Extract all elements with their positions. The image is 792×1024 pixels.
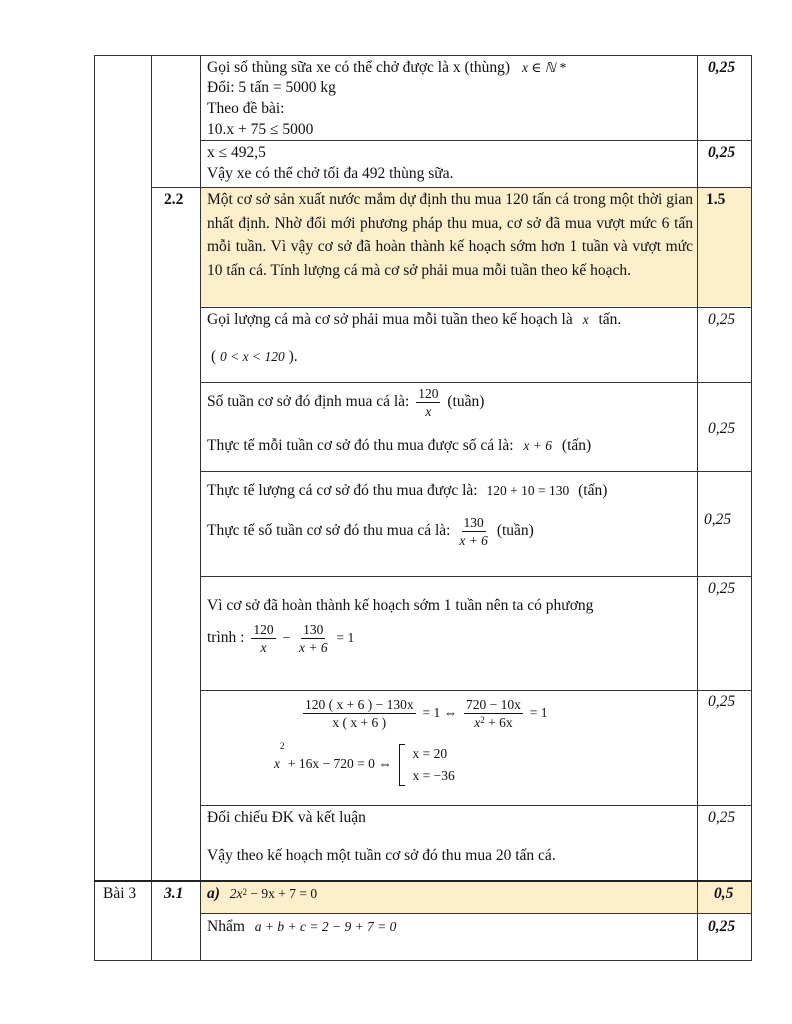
step1-var: x	[582, 312, 589, 327]
step3-unit2: (tuần)	[496, 522, 534, 540]
step1-text: Gọi lượng cá mà cơ sở phải mua mỗi tuần theo kế hoạch là	[207, 311, 573, 328]
step2-score: 0,25	[708, 420, 736, 437]
step3-frac-den: x + 6	[459, 533, 488, 548]
step5-line2	[274, 743, 455, 787]
step3-frac-num: 130	[463, 515, 484, 530]
grid-line	[200, 471, 752, 472]
step3-expr: 120 + 10 = 130	[486, 483, 570, 498]
step4-prefix: trình :	[207, 629, 245, 647]
step2-frac-den: x	[425, 404, 432, 419]
row1-text: Gọi số thùng sữa xe có thể chở được là x (thùng)	[207, 59, 511, 76]
bai3-label: Bài 3	[103, 885, 137, 902]
grid-line	[94, 960, 752, 961]
step2-fraction	[416, 385, 440, 420]
step2-line1	[207, 385, 484, 420]
bai3-eq-exp: 2	[242, 887, 248, 897]
grid-line	[151, 55, 152, 961]
step3-line1	[207, 481, 607, 501]
bai3-score: 0,5	[714, 885, 734, 902]
problem-number: 2.2	[164, 191, 184, 208]
grid-line	[200, 913, 752, 914]
step3-fraction	[457, 514, 490, 549]
grid-line	[94, 55, 95, 961]
step5-mid: = 1 ⇔	[422, 705, 458, 721]
step1-unit: tấn.	[598, 311, 622, 328]
step4-f1-num: 120	[253, 622, 274, 637]
root-2: x = −36	[412, 768, 455, 783]
bai3-eq-a: 2x	[229, 886, 243, 901]
step5-f1-num: 120 ( x + 6 ) − 130x	[305, 697, 414, 712]
step2-unit1: (tuần)	[447, 393, 485, 411]
step5-f2-num: 720 − 10x	[465, 697, 521, 712]
row1-line1	[207, 58, 566, 78]
bai3-part-label: a)	[207, 885, 220, 902]
row2-score: 0,25	[708, 144, 736, 161]
bai3-eq	[230, 886, 317, 901]
step2-expr: x + 6	[523, 438, 553, 453]
row2-line1: x ≤ 492,5	[207, 144, 266, 161]
step4-line1: Vì cơ sở đã hoàn thành kế hoạch sớm 1 tuần nên ta có phương	[207, 597, 594, 614]
step6-score: 0,25	[708, 809, 736, 826]
step5-f2-den-exp: 2	[480, 715, 485, 725]
grid-line	[200, 805, 752, 806]
step2-unit2: (tấn)	[561, 437, 592, 454]
row1-line2: Đổi: 5 tấn = 5000 kg	[207, 79, 336, 96]
step4-line2	[207, 621, 354, 656]
step5-line1	[300, 696, 547, 731]
bai3-hint-expr: a + b + c = 2 − 9 + 7 = 0	[254, 919, 397, 934]
grid-line	[200, 576, 752, 577]
grid-line	[200, 307, 752, 308]
step4-f2-den: x + 6	[298, 640, 328, 655]
problem-text: Một cơ sở sản xuất nước mắm dự định thu mua 120 tấn cá trong một thời gian nhất định. Nhờ đổi mới phương pháp thu mua, cơ sở đã mua vượt mức 6 tấn mỗi tuần. Vì vậy cơ sở đã hoàn thành kế hoạch sớm hơn 1 tuần và vượt mức 10 tấn cá. Tính lượng cá mà cơ sở phải mua mỗi tuần theo kế hoạch.	[207, 191, 693, 279]
step2-frac-num: 120	[418, 386, 439, 401]
bai3-hint	[207, 917, 396, 937]
step1-condition	[211, 347, 298, 367]
step3-unit1: (tấn)	[578, 482, 608, 499]
step1-score: 0,25	[708, 311, 736, 328]
step5-f1-den: x ( x + 6 )	[332, 715, 387, 730]
bai3-equation	[207, 884, 317, 904]
step1-cond-close: ).	[288, 348, 298, 365]
bai3-number: 3.1	[164, 885, 184, 902]
row2-line2: Vậy xe có thể chở tối đa 492 thùng sữa.	[207, 165, 454, 182]
step1-cond: 0 < x < 120	[220, 349, 285, 364]
step5-line2-rest: + 16x − 720 = 0 ⇔	[284, 756, 392, 772]
step5-line2-var: x	[274, 756, 280, 772]
step4-minus: −	[282, 630, 291, 646]
step4-eq: = 1	[336, 630, 355, 646]
step3-line2	[207, 514, 534, 549]
grid-line	[697, 55, 698, 961]
step4-score: 0,25	[708, 580, 736, 597]
step4-fraction-1	[251, 621, 275, 656]
step6-line1: Đối chiếu ĐK và kết luận	[207, 809, 366, 826]
row1-line4: 10.x + 75 ≤ 5000	[207, 121, 314, 138]
step5-fraction-2	[464, 696, 523, 731]
problem-score: 1.5	[706, 191, 726, 208]
step5-f2-den	[472, 714, 514, 731]
step1-cond-open: (	[211, 348, 217, 365]
solution-set	[412, 743, 454, 787]
step5-f2-den-base: x	[474, 715, 481, 730]
step4-f1-den: x	[260, 640, 267, 655]
root-1: x = 20	[412, 746, 448, 761]
bai3-hint-text: Nhẩm	[207, 918, 245, 935]
step2-line2	[207, 436, 591, 456]
grid-line	[751, 55, 752, 961]
step5-fraction-1	[303, 696, 416, 731]
step5-end: = 1	[529, 705, 548, 721]
step4-f2-num: 130	[303, 622, 324, 637]
row1-set: x ∈ ℕ *	[521, 60, 566, 75]
grid-line	[200, 382, 752, 383]
step5-line2-exp: 2	[280, 741, 285, 751]
step3-text2: Thực tế số tuần cơ sở đó thu mua cá là:	[207, 522, 451, 540]
step5-f2-den-rest: + 6x	[484, 715, 513, 730]
bai3-eq-b: − 9x + 7 = 0	[247, 886, 318, 901]
grid-line	[200, 140, 752, 141]
solution-bracket	[399, 744, 405, 786]
grid-line	[200, 690, 752, 691]
grid-line	[200, 55, 201, 961]
row1-score: 0,25	[708, 59, 736, 76]
grid-line	[94, 55, 752, 56]
step1-line1	[207, 310, 621, 330]
step4-fraction-2	[297, 621, 330, 656]
step2-text2: Thực tế mỗi tuần cơ sở đó thu mua được số cá là:	[207, 437, 514, 454]
bai3-hint-score: 0,25	[708, 918, 736, 935]
step6-line2: Vậy theo kế hoạch một tuần cơ sở đó thu mua 20 tấn cá.	[207, 847, 556, 864]
answer-table	[94, 55, 752, 961]
step3-score: 0,25	[704, 511, 732, 528]
grid-line	[94, 880, 752, 882]
step2-text1: Số tuần cơ sở đó định mua cá là:	[207, 393, 410, 411]
step5-score: 0,25	[708, 693, 736, 710]
step3-text1: Thực tế lượng cá cơ sở đó thu mua được là:	[207, 482, 478, 499]
row1-line3: Theo đề bài:	[207, 100, 285, 117]
